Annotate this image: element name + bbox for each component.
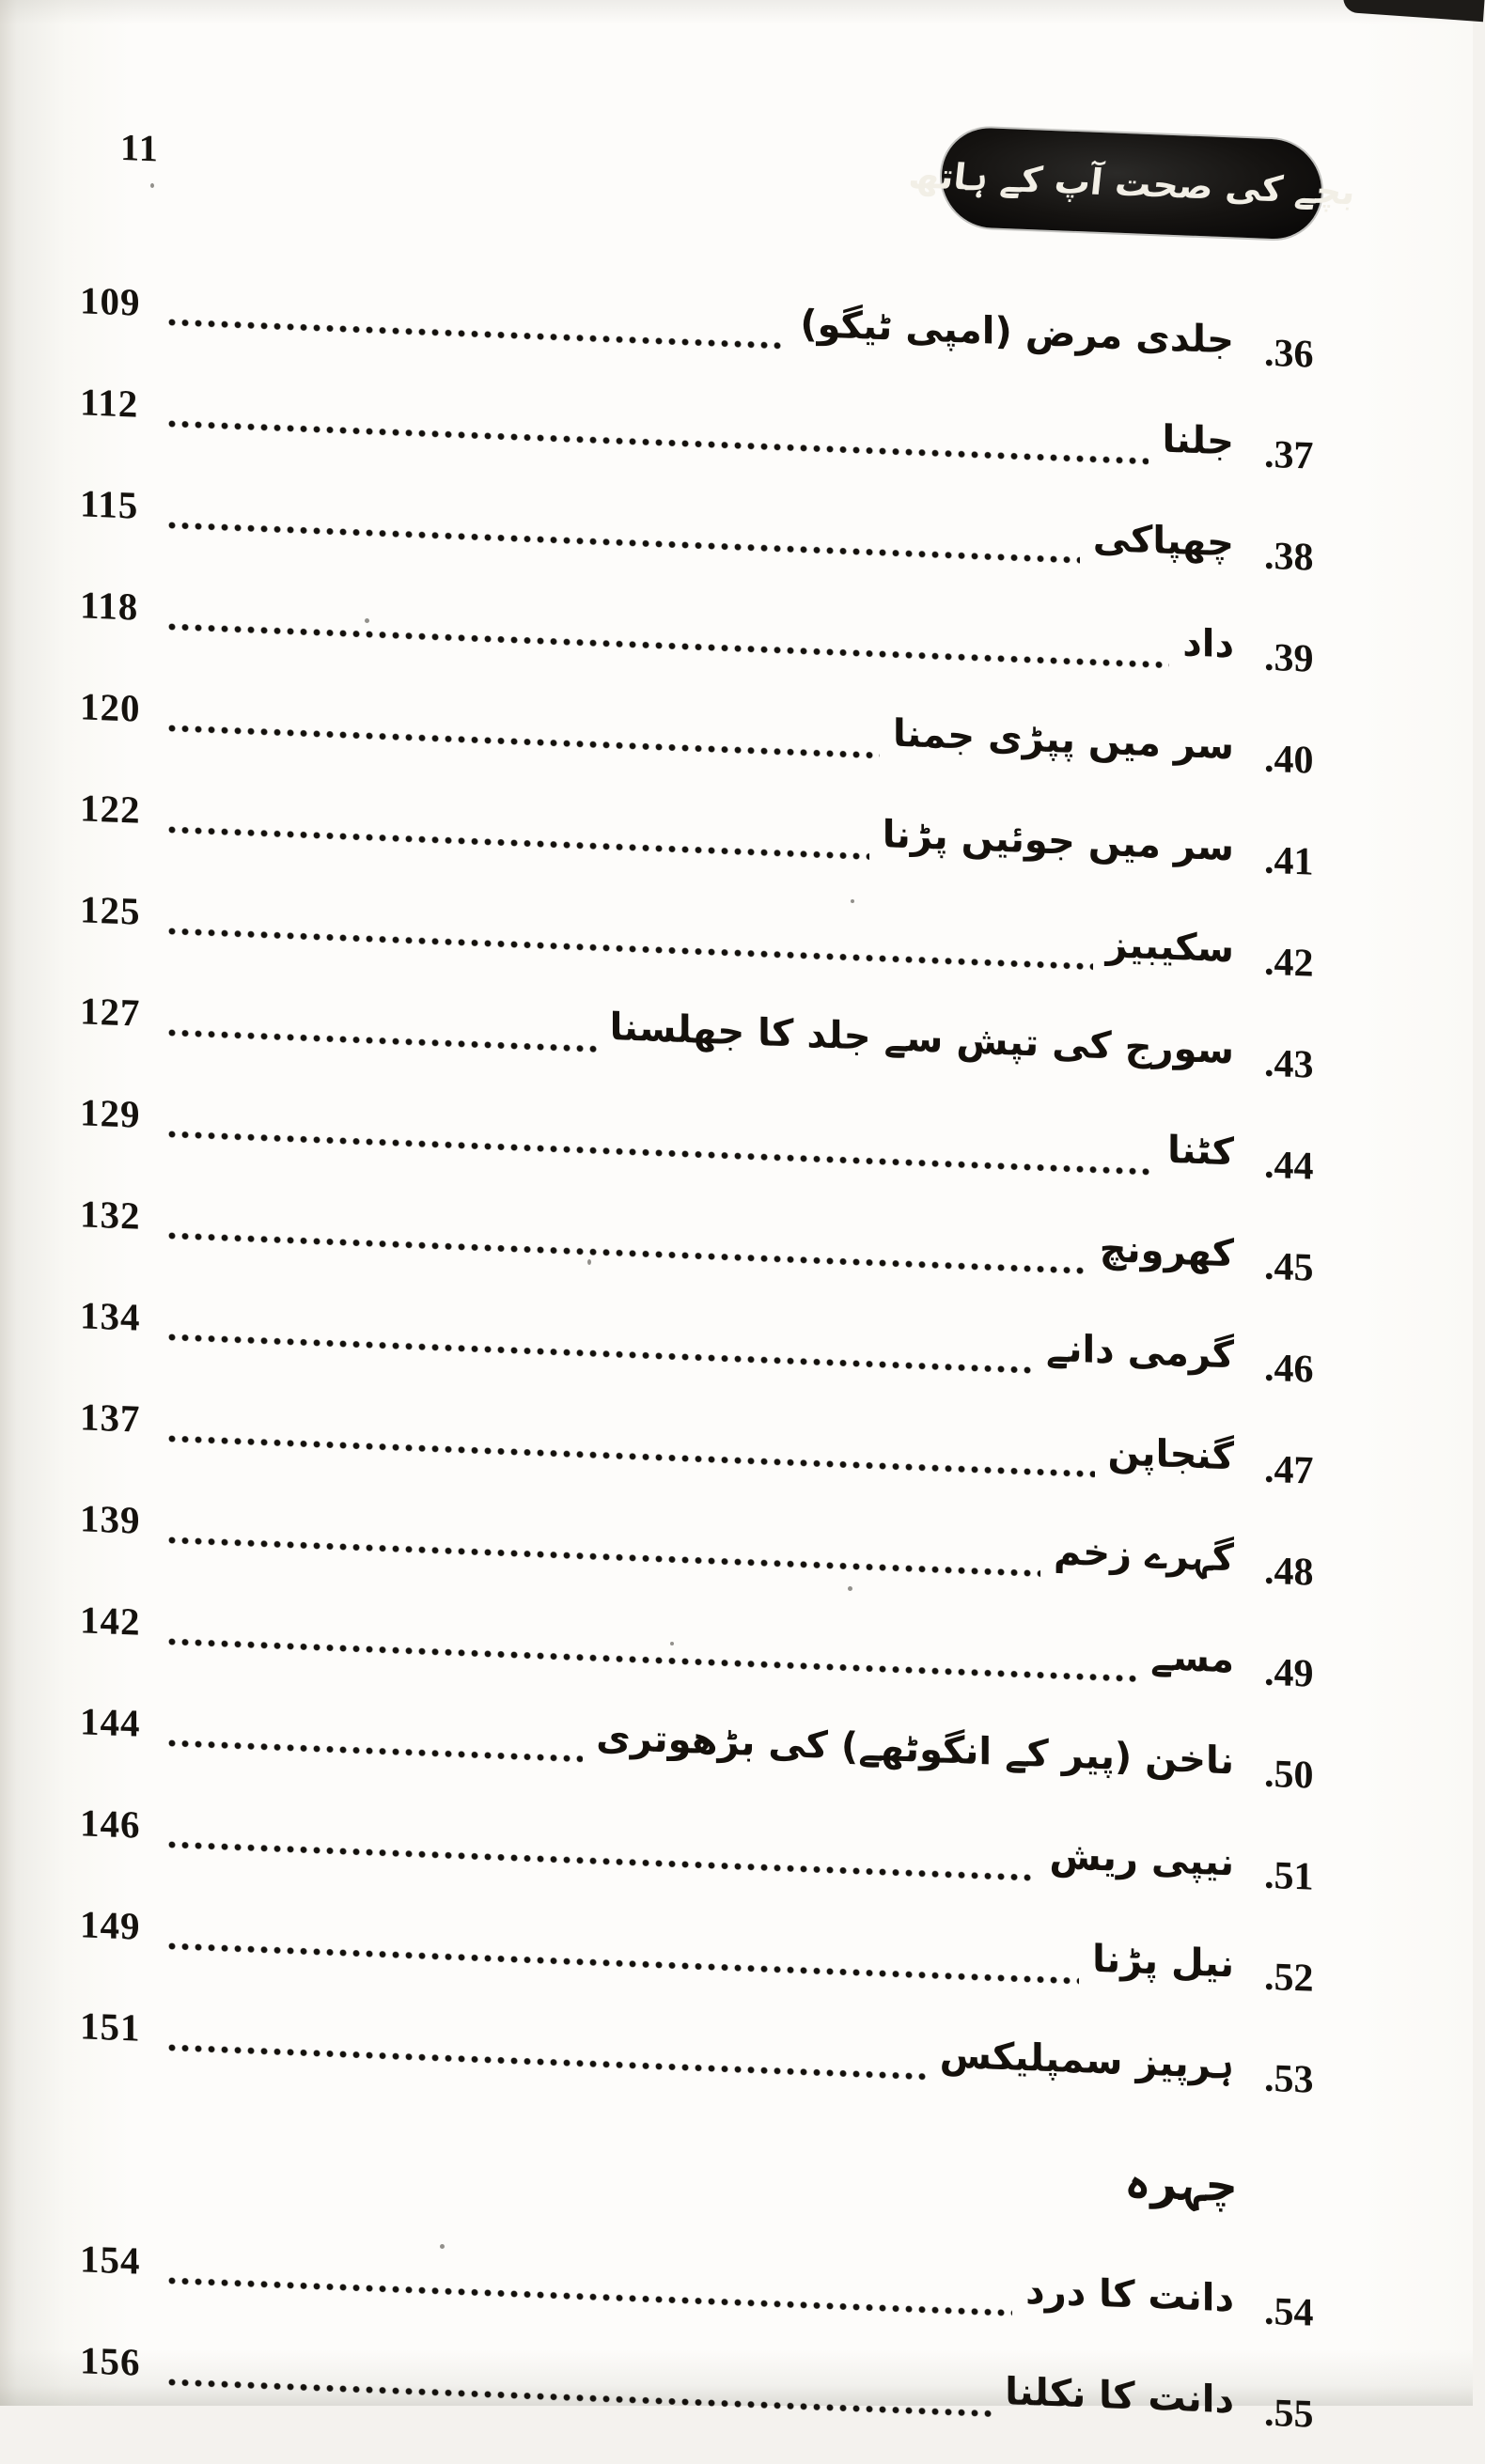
toc-entry-title: مسے	[1150, 1635, 1234, 1682]
toc-page-ref: 127	[80, 989, 141, 1035]
toc-entry-title: کٹنا	[1167, 1128, 1234, 1175]
scan-speck	[440, 2244, 445, 2249]
toc-entry-serial: .49	[1264, 1650, 1314, 1696]
toc-entry-serial: .53	[1264, 2056, 1314, 2102]
scan-edge-artifact	[1342, 0, 1484, 22]
toc-entry-serial: .47	[1264, 1447, 1314, 1493]
toc-entry-title: نیپی ریش	[1049, 1833, 1234, 1885]
folio-page-number: 11	[120, 125, 160, 170]
toc-entry-title: جلنا	[1162, 417, 1234, 464]
toc-page-ref: 129	[80, 1090, 141, 1136]
toc-entry-title: گنجاپن	[1107, 1430, 1234, 1479]
dotted-leader	[168, 2043, 927, 2082]
toc-page-ref: 154	[80, 2237, 141, 2283]
scan-speck	[848, 1586, 852, 1591]
dotted-leader	[168, 622, 1169, 670]
toc-entry-title: سورج کی تپش سے جلد کا جھلسنا	[609, 1005, 1234, 1073]
toc-entry-title: نیل پڑنا	[1092, 1937, 1234, 1987]
scan-speck	[851, 899, 854, 903]
toc-entry-serial: .51	[1264, 1853, 1314, 1899]
toc-entry-serial: .41	[1264, 838, 1314, 884]
toc-page-ref: 151	[80, 2004, 141, 2050]
table-of-contents	[80, 249, 1369, 2460]
dotted-leader	[168, 1739, 583, 1764]
toc-entry-serial: .55	[1264, 2391, 1314, 2437]
toc-entry-serial: .37	[1264, 432, 1314, 478]
toc-entry-title: دانت کا نکلنا	[1005, 2370, 1234, 2423]
toc-entry-title: چھپاکی	[1092, 516, 1234, 566]
dotted-leader	[168, 1637, 1137, 1684]
toc-entry-serial: .48	[1264, 1549, 1314, 1595]
toc-page-ref: 122	[80, 786, 141, 832]
toc-entry-title: داد	[1182, 621, 1234, 667]
toc-page-ref: 109	[80, 278, 141, 324]
scan-speck	[587, 1259, 591, 1265]
scan-speck	[150, 183, 154, 188]
toc-entry-serial: .50	[1264, 1752, 1314, 1798]
toc-entry-title: گہرے زخم	[1053, 1530, 1234, 1581]
toc-page-ref: 118	[80, 583, 139, 629]
toc-entry-serial: .45	[1264, 1244, 1314, 1290]
dotted-leader	[168, 1028, 597, 1054]
dotted-leader	[168, 318, 787, 351]
toc-entry-serial: .40	[1264, 737, 1314, 783]
toc-page-ref: 134	[80, 1293, 141, 1339]
toc-entry-serial: .54	[1264, 2289, 1314, 2335]
toc-entry-title: کھرونچ	[1099, 1226, 1234, 1276]
toc-entry-title: سکیبیز	[1105, 923, 1234, 972]
toc-entry-title: جلدی مرض (امپی ٹیگو)	[800, 302, 1234, 363]
dotted-leader	[168, 1840, 1036, 1882]
toc-entry-title: سر میں پپڑی جمنا	[893, 711, 1234, 769]
toc-page-ref: 137	[80, 1395, 141, 1441]
toc-entry-title: گرمی دانے	[1046, 1326, 1234, 1378]
toc-page-ref: 132	[80, 1192, 141, 1238]
toc-entry-serial: .39	[1264, 635, 1314, 681]
dotted-leader	[168, 2378, 992, 2419]
dotted-leader	[168, 1942, 1079, 1986]
dotted-leader	[168, 419, 1149, 466]
toc-entry-serial: .46	[1264, 1346, 1314, 1392]
dotted-leader	[168, 927, 1093, 972]
dotted-leader	[168, 1231, 1086, 1276]
toc-entry-serial: .43	[1264, 1041, 1314, 1087]
toc-entry-serial: .52	[1264, 1955, 1314, 2001]
toc-page-ref: 156	[80, 2338, 141, 2384]
book-title-badge	[906, 126, 1357, 241]
toc-entry-title: ناخن (پیر کے انگوٹھے) کی بڑھوتری	[596, 1715, 1234, 1784]
dotted-leader	[168, 724, 880, 760]
dotted-leader	[168, 1434, 1095, 1479]
toc-page-ref: 142	[80, 1598, 141, 1644]
scan-speck	[365, 618, 369, 623]
dotted-leader	[168, 1130, 1154, 1177]
toc-page-ref: 146	[80, 1801, 141, 1847]
toc-page-ref: 120	[80, 684, 141, 730]
section-heading-text: چہرہ	[1124, 2155, 1238, 2213]
toc-entry-title: ہرپیز سمپلیکس	[939, 2033, 1234, 2088]
toc-page-ref: 144	[80, 1699, 141, 1745]
toc-entry-title: دانت کا درد	[1025, 2269, 1234, 2321]
toc-page-ref: 112	[80, 380, 139, 426]
scan-speck	[670, 1642, 674, 1645]
toc-entry-serial: .44	[1264, 1143, 1314, 1189]
toc-page-ref: 139	[80, 1496, 141, 1542]
dotted-leader	[168, 1333, 1033, 1375]
toc-page-ref: 149	[80, 1902, 141, 1948]
book-title-text: بچے کی صحت آپ کے ہاتھ	[906, 154, 1357, 213]
toc-page-ref: 125	[80, 887, 141, 933]
toc-page-ref: 115	[80, 481, 139, 527]
toc-entry-serial: .36	[1264, 331, 1314, 377]
toc-entry-title: سر میں جوئیں پڑنا	[882, 813, 1234, 870]
dotted-leader	[168, 1536, 1040, 1579]
toc-entry-serial: .38	[1264, 534, 1314, 580]
toc-entry-serial: .42	[1264, 940, 1314, 986]
dotted-leader	[168, 825, 869, 862]
dotted-leader	[168, 2276, 1012, 2318]
dotted-leader	[168, 521, 1080, 565]
